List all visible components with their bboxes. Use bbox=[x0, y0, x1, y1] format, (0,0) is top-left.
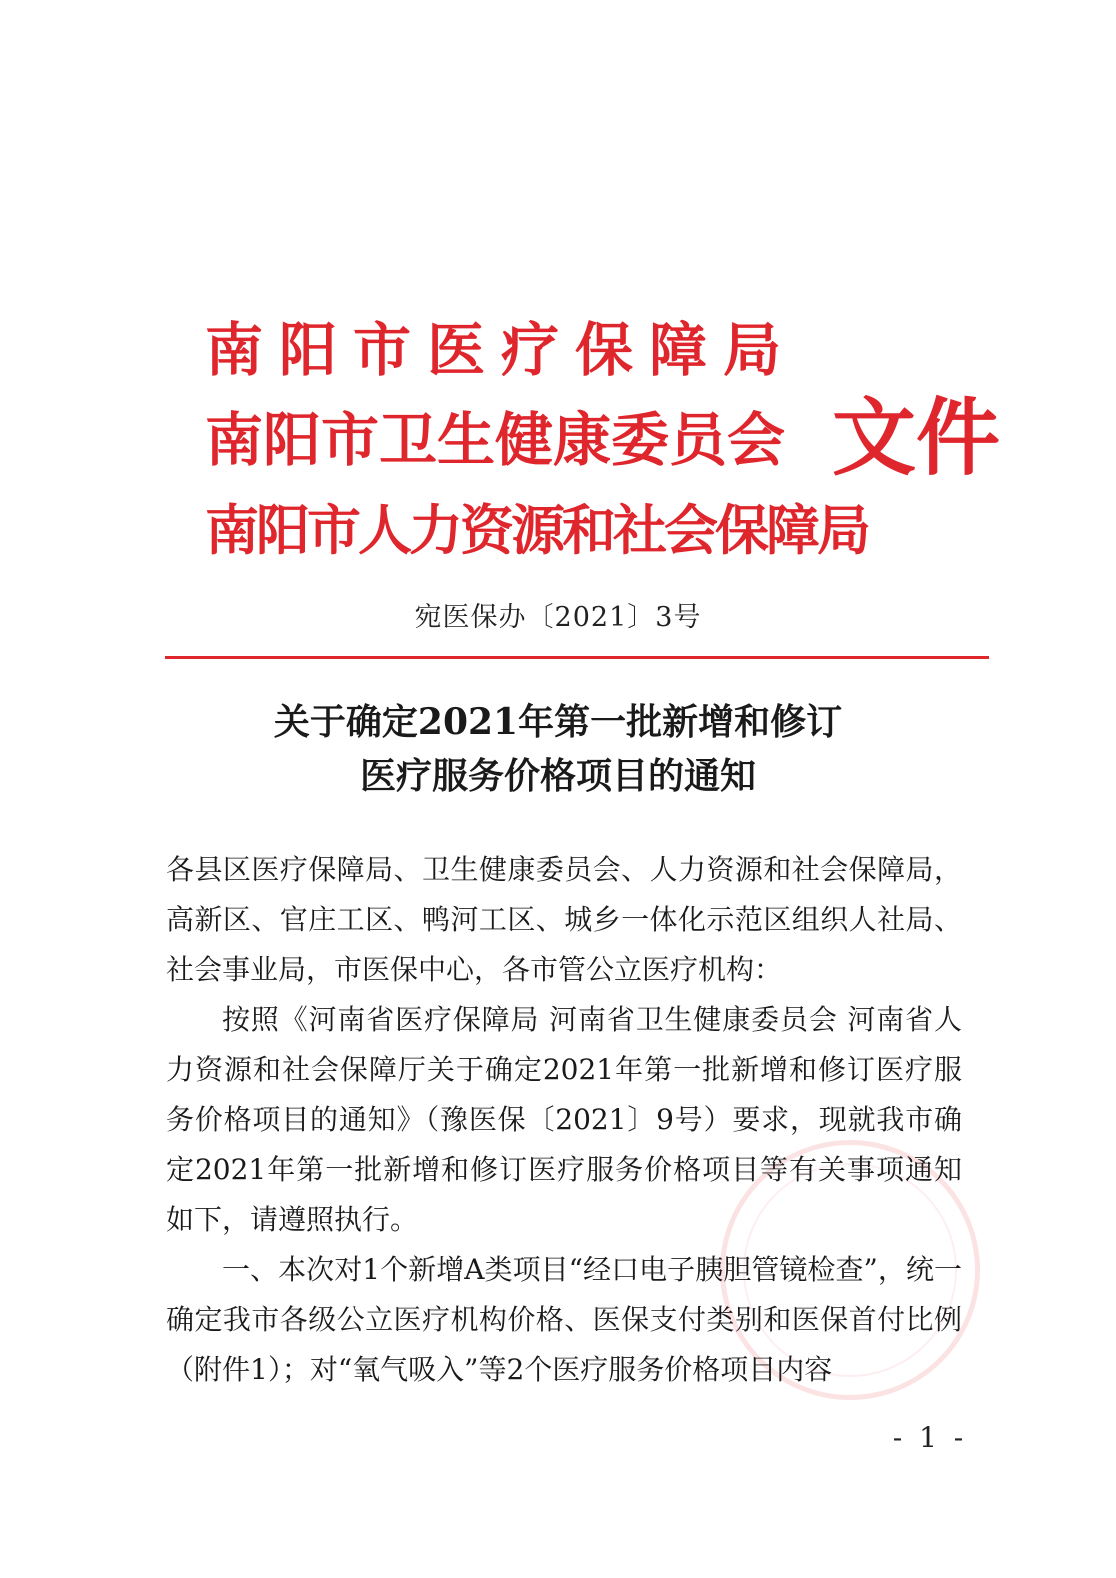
body-paragraph-1: 按照《河南省医疗保障局 河南省卫生健康委员会 河南省人力资源和社会保障厅关于确定2021年第一批新增和修订医疗服务价格项目的通知》（豫医保〔2021〕9号）要求，现就我市确定2021年第一批新增和修订医疗服务价格项目等有关事项通知如下，请遵照执行。 bbox=[166, 1003, 962, 1236]
issuer-medical-security-bureau: 南阳市医疗保障局 bbox=[205, 316, 798, 384]
document-body bbox=[166, 845, 962, 1395]
document-number: 宛医保办〔2021〕3号 bbox=[414, 602, 702, 633]
red-divider-line bbox=[165, 656, 989, 659]
page-number: - 1 - bbox=[892, 1421, 968, 1454]
document-word: 文件 bbox=[832, 388, 1001, 487]
issuer-health-commission: 南阳市卫生健康委员会 bbox=[205, 406, 786, 474]
issuer-human-resources-bureau: 南阳市人力资源和社会保障局 bbox=[205, 498, 868, 562]
body-paragraph-2: 一、本次对1个新增A类项目“经口电子胰胆管镜检查”，统一确定我市各级公立医疗机构价格、医保支付类别和医保首付比例（附件1）；对“氧气吸入”等2个医疗服务价格项目内容 bbox=[166, 1253, 962, 1386]
document-title-line-1: 关于确定2021年第一批新增和修订 bbox=[273, 701, 843, 743]
document-title-line-2: 医疗服务价格项目的通知 bbox=[359, 755, 756, 797]
document-title bbox=[0, 695, 1116, 803]
recipients-paragraph: 各县区医疗保障局、卫生健康委员会、人力资源和社会保障局，高新区、官庄工区、鸭河工区、城乡一体化示范区组织人社局、社会事业局，市医保中心，各市管公立医疗机构： bbox=[166, 853, 962, 986]
issuer-block bbox=[205, 305, 868, 575]
